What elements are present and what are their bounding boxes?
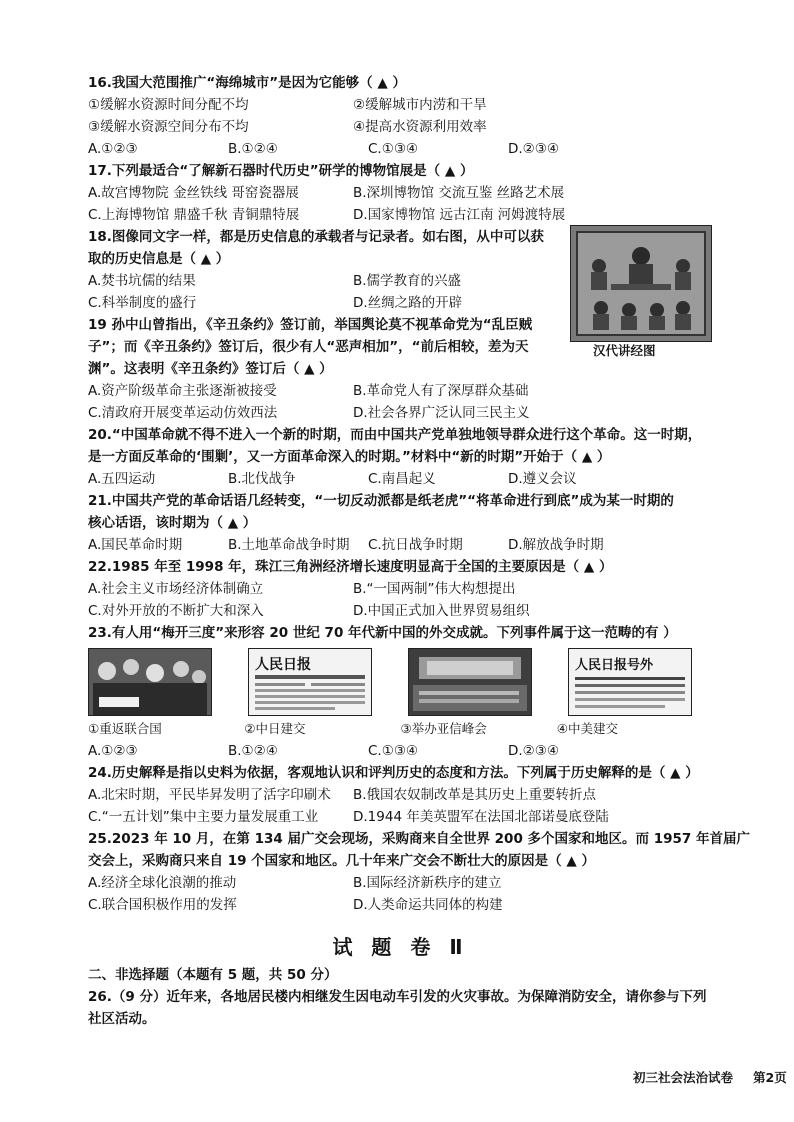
q23-option-b: B.①②④ (228, 743, 278, 759)
q21-options (88, 534, 713, 556)
q25-option-d: D.人类命运共同体的构建 (353, 897, 503, 913)
q17-options-ab (88, 182, 713, 204)
q19-option-a: A.资产阶级革命主张逐渐被接受 (88, 383, 277, 399)
q23-caption-2: ②中日建交 (244, 721, 306, 736)
q17-stem: 17.下列最适合“了解新石器时代历史”研学的博物馆展是（ ▲ ） (88, 163, 474, 179)
q18-figure-lecture (570, 225, 712, 342)
q17-option-b: B.深圳博物馆 交流互鉴 丝路艺术展 (353, 185, 565, 201)
q22-stem: 22.1985 年至 1998 年，珠江三角洲经济增长速度明显高于全国的主要原因是（ ▲ ） (88, 559, 613, 575)
q25-options-ab (88, 872, 713, 894)
q19-option-d: D.社会各界广泛认同三民主义 (353, 405, 530, 421)
q17-option-a: A.故宫博物院 金丝铁线 哥窑瓷器展 (88, 185, 299, 201)
q24-option-d: D.1944 年美英盟军在法国北部诺曼底登陆 (353, 809, 609, 825)
q23-caption-4: ④中美建交 (556, 721, 618, 736)
q19-options-cd (88, 402, 713, 424)
q16-item-3: ③缓解水资源空间分布不均 (88, 119, 249, 135)
q19-stem-1: 19 孙中山曾指出，《辛丑条约》签订前，举国舆论莫不视革命党为“乱臣贼 (88, 317, 533, 333)
q23-caption-3: ③举办亚信峰会 (400, 721, 487, 736)
q18-figure-caption: 汉代讲经图 (593, 343, 656, 358)
q24-stem: 24.历史解释是指以史料为依据，客观地认识和评判历史的态度和方法。下列属于历史解释的是（ ▲ ） (88, 765, 699, 781)
q18-option-c: C.科举制度的盛行 (88, 295, 197, 311)
q16-items-b (88, 116, 713, 138)
q26-stem-2: 社区活动。 (88, 1011, 156, 1027)
q20-stem-2: 是一方面反革命的‘围剿’，又一方面革命深入的时期。”材料中“新的时期”开始于（ ▲ ） (88, 449, 611, 465)
q22-option-d: D.中国正式加入世界贸易组织 (353, 603, 530, 619)
q20-options (88, 468, 713, 490)
q26-stem-1: 26.（9 分）近年来，各地居民楼内相继发生因电动车引发的火灾事故。为保障消防安全，请你参与下列 (88, 989, 707, 1005)
q16-item-2: ②缓解城市内涝和干旱 (353, 97, 487, 113)
q20-option-d: D.遵义会议 (508, 471, 577, 487)
q21-option-c: C.抗日战争时期 (368, 537, 463, 553)
q23-option-c: C.①③④ (368, 743, 419, 759)
q23-photo-summit (408, 648, 532, 716)
q24-option-c: C.“一五计划”集中主要力量发展重工业 (88, 809, 319, 825)
q24-options-ab (88, 784, 713, 806)
q25-option-c: C.联合国积极作用的发挥 (88, 897, 237, 913)
q18-option-d: D.丝绸之路的开辟 (353, 295, 463, 311)
q18-option-b: B.儒学教育的兴盛 (353, 273, 462, 289)
q16-option-c: C.①③④ (368, 141, 419, 157)
q19-option-b: B.革命党人有了深厚群众基础 (353, 383, 529, 399)
q23-captions (88, 718, 713, 740)
q25-option-a: A.经济全球化浪潮的推动 (88, 875, 237, 891)
q24-options-cd (88, 806, 713, 828)
q24-option-a: A.北宋时期，平民毕昇发明了活字印刷术 (88, 787, 331, 803)
q20-option-a: A.五四运动 (88, 471, 156, 487)
exam-page (88, 72, 751, 1030)
q23-newspaper-japan (248, 648, 372, 716)
q17-option-d: D.国家博物馆 远古江南 河姆渡特展 (353, 207, 566, 223)
q16-stem: 16.我国大范围推广“海绵城市”是因为它能够（ ▲ ） (88, 75, 406, 91)
q20-option-c: C.南昌起义 (368, 471, 436, 487)
q18-stem-2: 取的历史信息是（ ▲ ） (88, 251, 230, 267)
q23-photo-un (88, 648, 212, 716)
q23-pictures (88, 648, 713, 716)
q21-stem-2: 核心话语，该时期为（ ▲ ） (88, 515, 257, 531)
q19-option-c: C.清政府开展变革运动仿效西法 (88, 405, 278, 421)
q22-option-b: B.“一国两制”伟大构想提出 (353, 581, 516, 597)
q25-options-cd (88, 894, 713, 916)
q16-option-a: A.①②③ (88, 141, 138, 157)
q17-options-cd (88, 204, 713, 226)
q18-option-a: A.焚书坑儒的结果 (88, 273, 196, 289)
q21-option-a: A.国民革命时期 (88, 537, 183, 553)
q20-option-b: B.北伐战争 (228, 471, 296, 487)
footer-page-number: 第2页 (753, 1070, 787, 1085)
q23-options (88, 740, 713, 762)
q22-options-cd (88, 600, 713, 622)
q23-stem: 23.有人用“梅开三度”来形容 20 世纪 70 年代新中国的外交成就。下列事件属于这一范畴的有 ） (88, 625, 677, 641)
section-2-title: 试 题 卷 Ⅱ (332, 935, 469, 959)
q21-stem-1: 21.中国共产党的革命话语几经转变，“一切反动派都是纸老虎”“将革命进行到底”成为某一时期的 (88, 493, 674, 509)
q16-item-1: ①缓解水资源时间分配不均 (88, 97, 249, 113)
q16-items (88, 94, 713, 116)
q22-options-ab (88, 578, 713, 600)
q19-stem-2: 子”；而《辛丑条约》签订后，很少有人“恶声相加”，“前后相较，差为天 (88, 339, 529, 355)
q25-stem-2: 交会上，采购商只来自 19 个国家和地区。几十年来广交会不断壮大的原因是（ ▲ ） (88, 853, 595, 869)
section-2-heading: 二、非选择题（本题有 5 题，共 50 分） (88, 967, 338, 983)
q25-option-b: B.国际经济新秩序的建立 (353, 875, 502, 891)
q23-option-a: A.①②③ (88, 743, 138, 759)
q25-stem-1: 25.2023 年 10 月，在第 134 届广交会现场，采购商来自全世界 200 多个国家和地区。而 1957 年首届广 (88, 831, 751, 847)
q20-stem-1: 20.“中国革命就不得不进入一个新的时期，而由中国共产党单独地领导群众进行这个革命。这一时期， (88, 427, 702, 443)
q16-item-4: ④提高水资源利用效率 (353, 119, 487, 135)
q16-option-d: D.②③④ (508, 141, 559, 157)
q17-option-c: C.上海博物馆 鼎盛千秋 青铜鼎特展 (88, 207, 300, 223)
q22-option-c: C.对外开放的不断扩大和深入 (88, 603, 264, 619)
q23-pic4-masthead: 人民日报号外 (575, 658, 654, 673)
q24-option-b: B.俄国农奴制改革是其历史上重要转折点 (353, 787, 597, 803)
q23-newspaper-usa (568, 648, 692, 716)
q21-option-d: D.解放战争时期 (508, 537, 604, 553)
q23-pic2-masthead: 人民日报 (255, 657, 311, 673)
q19-stem-3: 渊”。这表明《辛丑条约》签订后（ ▲ ） (88, 361, 333, 377)
q19-options-ab (88, 380, 713, 402)
footer-exam-name: 初三社会法治试卷 (633, 1070, 734, 1085)
page-footer (633, 1068, 787, 1086)
q18-stem-1: 18.图像同文字一样，都是历史信息的承载者与记录者。如右图，从中可以获 (88, 229, 544, 245)
q23-caption-1: ①重返联合国 (88, 721, 162, 736)
q23-option-d: D.②③④ (508, 743, 559, 759)
q21-option-b: B.土地革命战争时期 (228, 537, 350, 553)
q16-options (88, 138, 713, 160)
q16-option-b: B.①②④ (228, 141, 278, 157)
q22-option-a: A.社会主义市场经济体制确立 (88, 581, 264, 597)
